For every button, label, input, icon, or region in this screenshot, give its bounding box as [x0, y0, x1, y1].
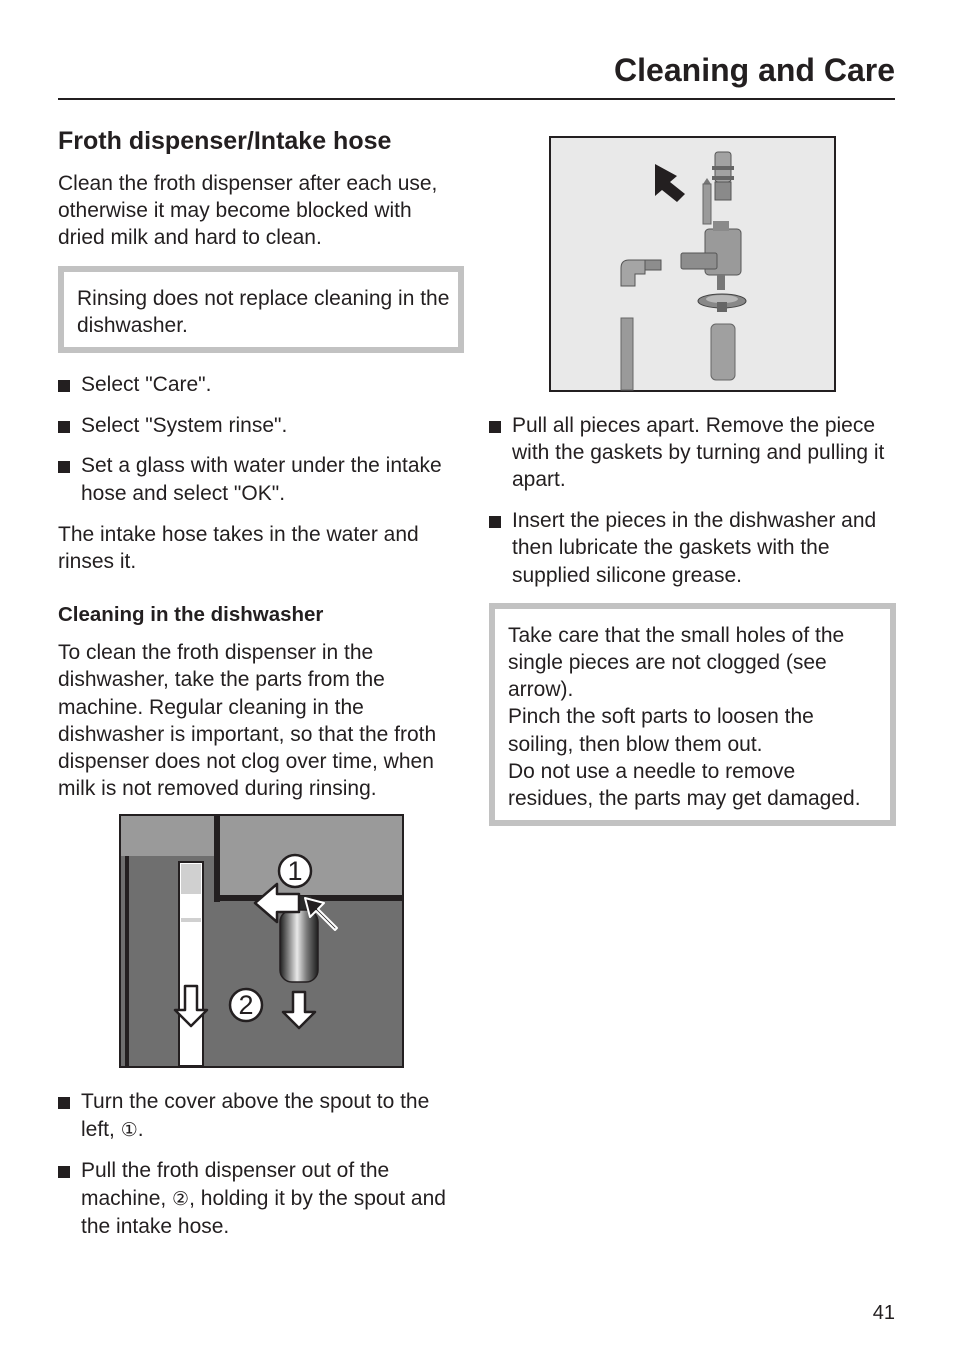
header-rule — [58, 98, 895, 100]
step-2-text-before: Pull the froth dispenser out of the machine, — [81, 1159, 390, 1210]
list-item: Select "Care". — [58, 371, 464, 398]
page-title: Cleaning and Care — [614, 52, 895, 88]
list-item — [58, 1157, 464, 1240]
step-1-marker: 1 — [287, 856, 303, 887]
rinse-note-text: Rinsing does not replace cleaning in the dishwasher. — [77, 286, 450, 337]
froth-dispenser-removal-illustration — [119, 814, 404, 1068]
list-item — [58, 1088, 464, 1143]
step-1-end: . — [137, 1117, 144, 1141]
holes-note-line: Do not use a needle to remove residues, the parts may get damaged. — [508, 759, 861, 810]
list-item: Set a glass with water under the intake hose and select "OK". — [58, 452, 464, 506]
list-item: Pull all pieces apart. Remove the piece with the gaskets by turning and pulling it apart. — [489, 412, 896, 494]
step-2-marker: 2 — [238, 990, 254, 1021]
circled-one-icon: ① — [120, 1119, 138, 1141]
rinse-steps — [58, 371, 464, 507]
after-steps-text: The intake hose takes in the water and rinses it. — [58, 522, 419, 574]
intro-text: Clean the froth dispenser after each use, otherwise it may become blocked with dried milk and hard to clean. — [58, 172, 438, 250]
list-item: Insert the pieces in the dishwasher and then lubricate the gaskets with the supplied silicone grease. — [489, 507, 896, 589]
list-item: Select "System rinse". — [58, 412, 464, 439]
holes-note — [489, 603, 896, 826]
dishwasher-text: To clean the froth dispenser in the dishwasher, take the parts from the machine. Regular cleaning in the dishwasher is important, so that the froth dispenser does not clog over time, when milk is not removed during rinsing. — [58, 641, 437, 801]
right-column — [489, 136, 896, 844]
circled-two-icon: ② — [172, 1188, 190, 1210]
rinse-note — [58, 266, 464, 353]
dispenser-parts-illustration — [549, 136, 836, 392]
parts-steps — [489, 412, 896, 589]
step-1-text: Turn the cover above the spout to the left, — [81, 1090, 430, 1141]
step-2-text-after: , holding it by the spout and the intake hose. — [81, 1186, 446, 1238]
holes-note-line: Pinch the soft parts to loosen the soiling, then blow them out. — [508, 705, 814, 756]
removal-steps — [58, 1088, 464, 1240]
holes-note-line: Take care that the small holes of the single pieces are not clogged (see arrow). — [508, 623, 845, 702]
page-number: 41 — [872, 1302, 895, 1324]
left-column — [58, 124, 464, 1254]
section-title: Froth dispenser/Intake hose — [58, 127, 392, 155]
dishwasher-subtitle: Cleaning in the dishwasher — [58, 603, 324, 627]
